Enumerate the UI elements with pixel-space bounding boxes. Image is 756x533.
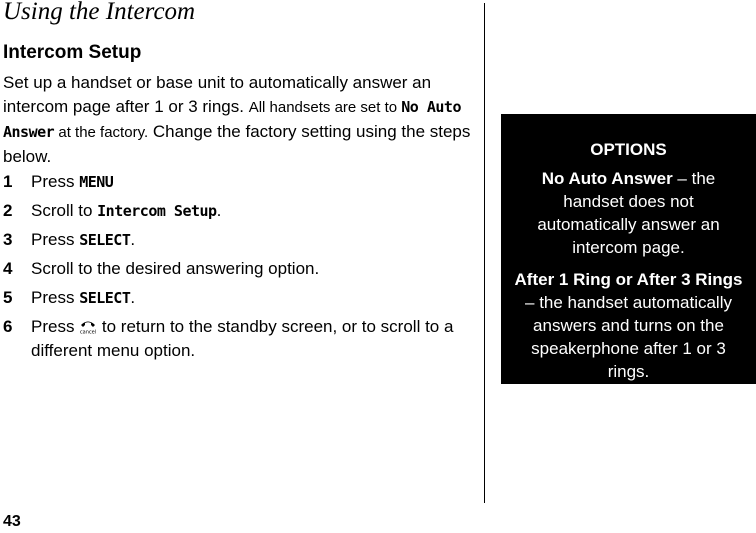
intercom-setup-label: Intercom Setup (97, 202, 217, 220)
option-name: No Auto Answer (541, 169, 673, 188)
intro-text-1: Set up a handset or base unit to automatically answer an intercom page after 1 or 3 rings. (3, 73, 432, 116)
step-text: Press (31, 230, 80, 249)
step-1 (3, 170, 477, 194)
section-heading: Intercom Setup (3, 42, 142, 63)
step-text-end: to return to the standby screen, or to scroll to a different menu option. (31, 317, 454, 360)
page-number: 43 (3, 513, 21, 530)
step-text-end: . (130, 230, 136, 249)
step-text: Press (31, 172, 80, 191)
setup-steps (3, 170, 477, 368)
step-number: 1 (3, 172, 13, 191)
step-number: 2 (3, 201, 13, 220)
step-text: Scroll to the desired answering option. (31, 259, 320, 278)
step-6 (3, 315, 477, 363)
step-number: 6 (3, 317, 13, 336)
option-description: – the handset does not automatically answer an intercom page. (537, 169, 720, 257)
select-key-label: SELECT (79, 231, 131, 249)
step-text: Press (31, 288, 80, 307)
page-title: Using the Intercom (3, 0, 196, 25)
step-text: Scroll to (31, 201, 98, 220)
option-description: – the handset automatically answers and turns on the speakerphone after 1 or 3 rings. (525, 293, 732, 381)
option-name: After 1 Ring or After 3 Rings (514, 270, 743, 289)
step-number: 5 (3, 288, 13, 307)
options-title: OPTIONS (590, 140, 667, 159)
option-after-rings (501, 268, 756, 383)
step-2 (3, 199, 477, 223)
step-4 (3, 257, 477, 281)
menu-key-label: MENU (79, 173, 114, 191)
option-no-auto-answer (515, 167, 742, 259)
intro-text-2: All handsets are set to (248, 99, 402, 116)
step-number: 3 (3, 230, 13, 249)
select-key-label: SELECT (79, 289, 131, 307)
intro-lcd-term: No Auto Answer (3, 98, 461, 141)
step-text-end: . (216, 201, 222, 220)
intro-text-4: Change the factory setting using the steps below. (3, 122, 471, 166)
options-box (501, 114, 756, 384)
step-number: 4 (3, 259, 13, 278)
intro-text-3: at the factory. (54, 124, 149, 141)
step-5 (3, 286, 477, 310)
step-text-end: . (130, 288, 136, 307)
intro-paragraph (3, 71, 477, 169)
step-3 (3, 228, 477, 252)
svg-text:cancel: cancel (80, 329, 97, 335)
cancel-key-icon (79, 317, 97, 335)
step-text: Press (31, 317, 80, 336)
column-divider (484, 3, 485, 503)
